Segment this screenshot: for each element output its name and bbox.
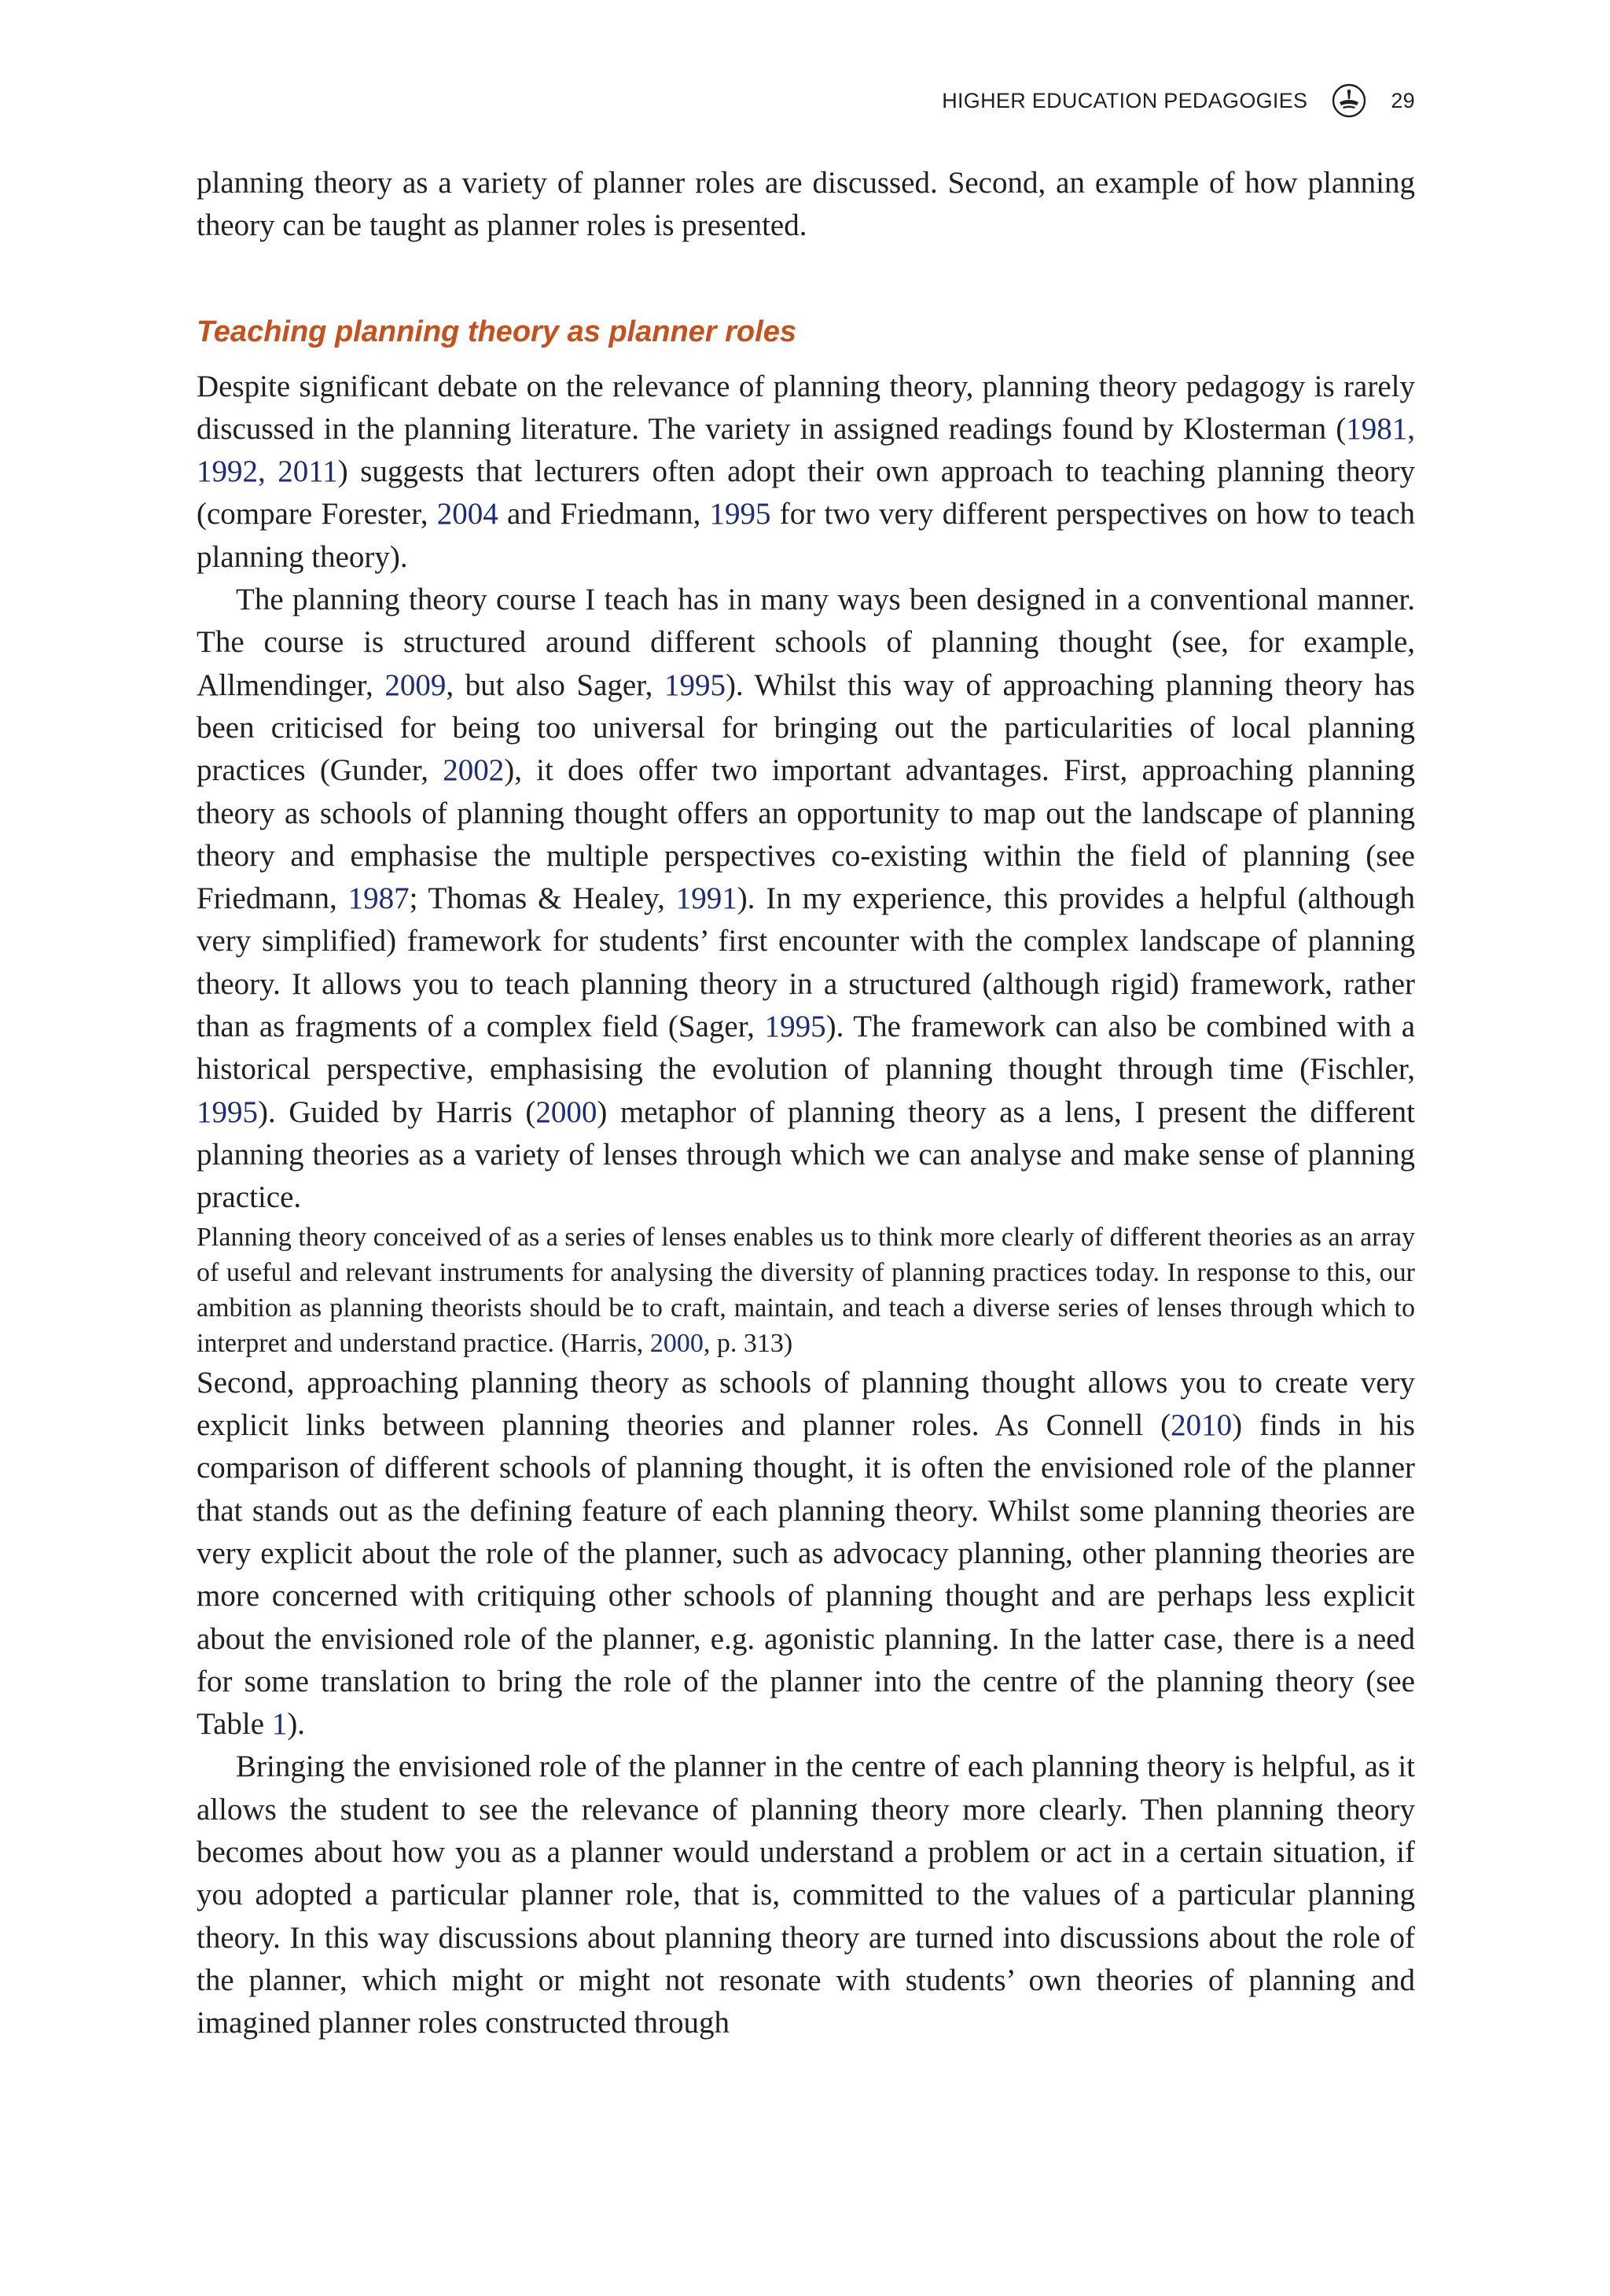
paragraph-text: ), it does offer two important advantages. First, approaching planning theory as schools of planning thought offers an opportunity to map out the landscape of planning theory and emphasise the multiple perspectives co-existing within the field of planning (see Friedmann, [197,753,1415,916]
paragraph-text: ) metaphor of planning theory as a lens, I present the different planning theories as a variety of lenses through which we can analyse and make sense of planning practice. [197,1095,1415,1215]
table-reference-link[interactable]: 1 [271,1707,288,1742]
block-quote [197,1220,1415,1362]
paragraph-1 [197,366,1415,579]
paragraph-text: for two very different perspectives on how to teach planning theory). [197,497,1416,574]
paragraph-text: ) suggests that lecturers often adopt their own approach to teaching planning theory (compare Forester, [197,454,1415,532]
reference-link[interactable]: 1995 [709,497,771,532]
section-heading: Teaching planning theory as planner roles [197,315,796,348]
reference-link[interactable]: 1991 [675,881,737,916]
paragraph-text: Despite significant debate on the relevance of planning theory, planning theory pedagogy is rarely discussed in the planning literature. The variety in assigned readings found by Klosterman ( [197,369,1415,446]
paragraph-text: The planning theory course I teach has in many ways been designed in a conventional manner. The course is structured around different schools of planning thought (see, for example, Allmendinger, [197,583,1415,702]
paragraph-text: ). Whilst this way of approaching planning theory has been criticised for being too universal for bringing out the particularities of local planning practices (Gunder, [197,668,1415,788]
reference-link[interactable]: 1995 [197,1095,258,1129]
paragraph-text: planning theory as a variety of planner roles are discussed. Second, an example of how planning theory can be taught as planner roles is presented. [197,166,1415,243]
reference-link[interactable]: 2010 [1171,1408,1233,1443]
paragraph-text: ) finds in his comparison of different schools of planning thought, it is often the envisioned role of the planner that stands out as the defining feature of each planning theory. Whilst some planning theories are very explicit about the role of the planner, such as advocacy planning, other planning theories are more concerned with critiquing other schools of planning thought and are perhaps less explicit about the envisioned role of the planner, e.g. agonistic planning. In the latter case, there is a need for some translation to bring the role of the planner into the centre of the planning theory (see Table [197,1408,1415,1742]
running-title: HIGHER EDUCATION PEDAGOGIES [942,88,1308,112]
reference-link[interactable]: 1995 [663,668,726,702]
running-header [865,82,1415,120]
paragraph-text: ; Thomas & Healey, [409,881,676,916]
page-number: 29 [1391,88,1415,112]
reference-link[interactable]: 1981, 1992, 2011 [197,411,1415,489]
reference-link[interactable]: 2000 [535,1095,597,1129]
paragraph-2 [197,579,1415,1219]
quote-text: , p. 313) [703,1329,793,1359]
reference-link[interactable]: 2000 [649,1329,704,1359]
paragraph-4 [197,1746,1415,2044]
reference-link[interactable]: 1995 [764,1010,826,1044]
publisher-logo-icon [1331,83,1367,119]
quote-text: Planning theory conceived of as a series of lenses enables us to think more clearly of different theories as an array of useful and relevant instruments for analysing the diversity of planning practices today. In response to this, our ambition as planning theorists should be to craft, maintain, and teach a diverse series of lenses through which to interpret and understand practice. (Harris, [197,1222,1415,1359]
reference-link[interactable]: 2004 [436,497,498,532]
article-body [197,162,1415,2044]
reference-link[interactable]: 2009 [384,668,447,702]
reference-link[interactable]: 1987 [347,881,410,916]
paragraph-3 [197,1362,1415,1746]
paragraph-text: ). In my experience, this provides a helpful (although very simplified) framework for students’ first encounter with the complex landscape of planning theory. It allows you to teach planning theory in a structured (although rigid) framework, rather than as fragments of a complex field (Sager, [197,881,1415,1044]
paragraph-text: ). The framework can also be combined with a historical perspective, emphasising the evolution of planning thought through time (Fischler, [197,1010,1416,1087]
paragraph-text: ). Guided by Harris ( [258,1095,536,1129]
paragraph-text: Second, approaching planning theory as schools of planning thought allows you to create very explicit links between planning theories and planner roles. As Connell ( [197,1365,1415,1443]
paragraph-text: , but also Sager, [446,668,664,702]
paragraph-continued [197,162,1415,248]
paragraph-text: Bringing the envisioned role of the planner in the centre of each planning theory is helpful, as it allows the student to see the relevance of planning theory more clearly. Then planning theory becomes about how you as a planner would understand a problem or act in a certain situation, if you adopted a particular planner role, that is, committed to the values of a particular planning theory. In this way discussions about planning theory are turned into discussions about the role of the planner, which might or might not resonate with students’ own theories of planning and imagined planner roles constructed through [197,1750,1415,2040]
paragraph-text: and Friedmann, [498,497,710,532]
paragraph-text: ). [287,1707,306,1742]
reference-link[interactable]: 2002 [443,753,505,788]
